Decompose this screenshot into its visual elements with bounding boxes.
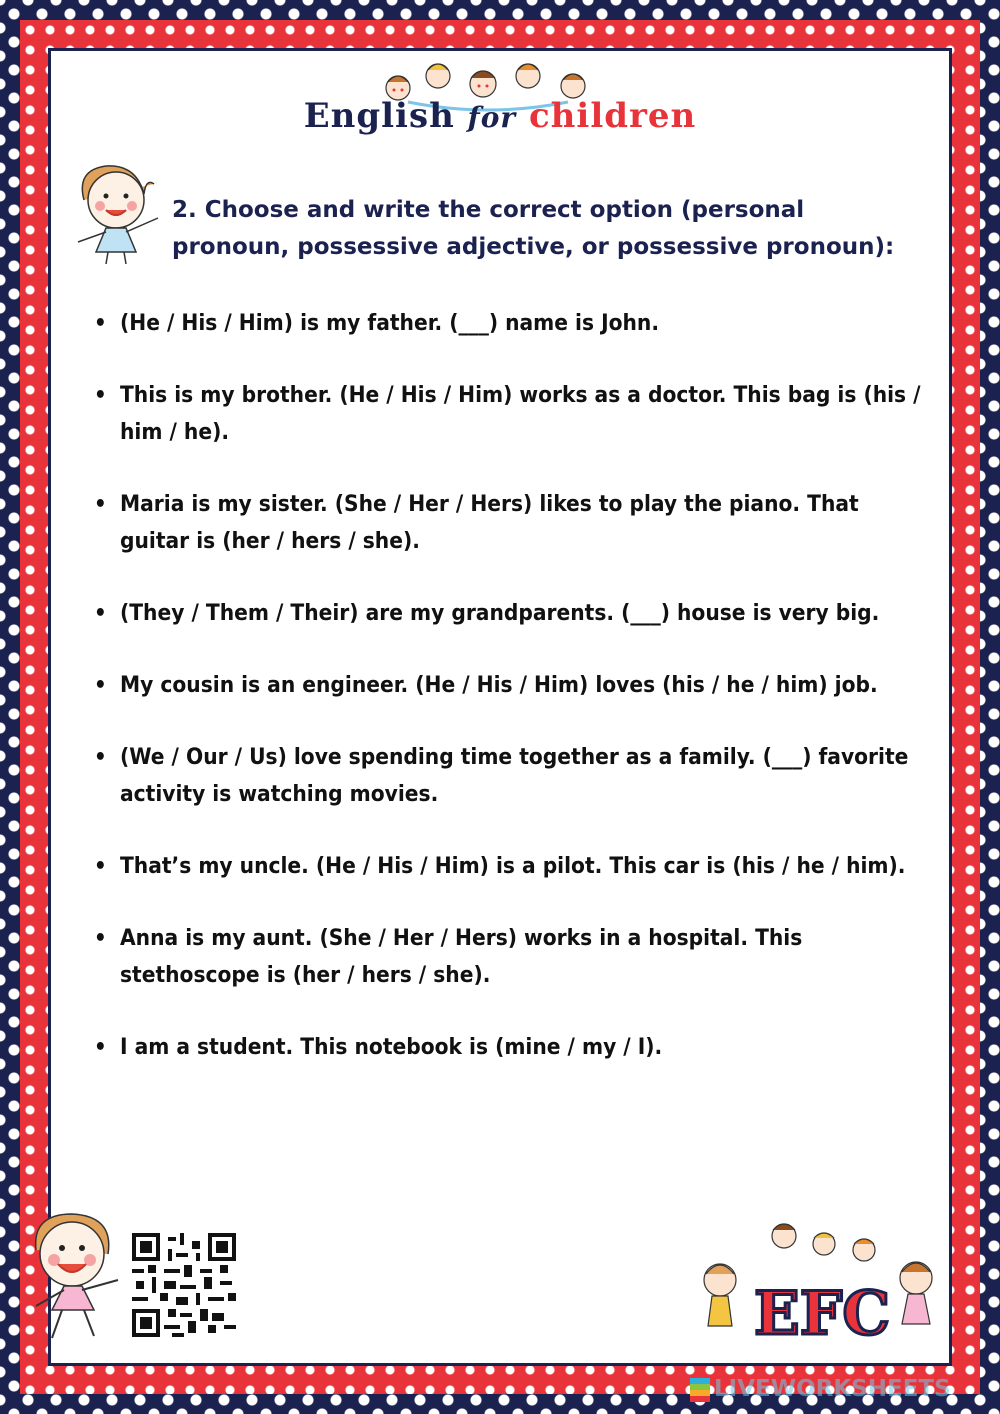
title-word-for: for <box>467 101 517 134</box>
watermark-text: LIVEWORKSHEETS <box>714 1376 951 1402</box>
title-word-children: children <box>528 96 697 136</box>
title-word-english: English <box>303 96 455 136</box>
list-item: • That’s my uncle. (He / His / Him) is a pilot. This car is (his / he / him). <box>82 848 922 885</box>
list-item: • This is my brother. (He / His / Him) works as a doctor. This bag is (his / him / he). <box>82 377 922 451</box>
instruction-heading: 2. Choose and write the correct option (personal pronoun, possessive adjective, or possessive pronoun): <box>172 197 895 260</box>
list-item: • Maria is my sister. (She / Her / Hers) likes to play the piano. That guitar is (her / hers / she). <box>82 486 922 560</box>
list-item: • My cousin is an engineer. (He / His / Him) loves (his / he / him) job. <box>82 667 922 704</box>
brand-title <box>0 96 1000 136</box>
list-item: • I am a student. This notebook is (mine / my / I). <box>82 1029 922 1066</box>
liveworksheets-watermark <box>690 1376 990 1408</box>
liveworksheets-logo-icon <box>690 1378 710 1402</box>
list-item: • Anna is my aunt. (She / Her / Hers) works in a hospital. This stethoscope is (her / hers / she). <box>82 920 922 994</box>
list-item: • (We / Our / Us) love spending time together as a family. (___) favorite activity is watching movies. <box>82 739 922 813</box>
efc-logo-icon <box>698 1216 950 1346</box>
dancing-girl-icon <box>22 1210 132 1345</box>
girl-illustration-icon <box>66 160 166 265</box>
list-item: • (They / Them / Their) are my grandparents. (___) house is very big. <box>82 595 922 632</box>
list-item: • (He / His / Him) is my father. (___) name is John. <box>82 305 922 342</box>
qr-code-icon[interactable] <box>132 1233 236 1337</box>
efc-logo-text: EFC <box>754 1279 891 1346</box>
exercise-list <box>82 305 922 1101</box>
